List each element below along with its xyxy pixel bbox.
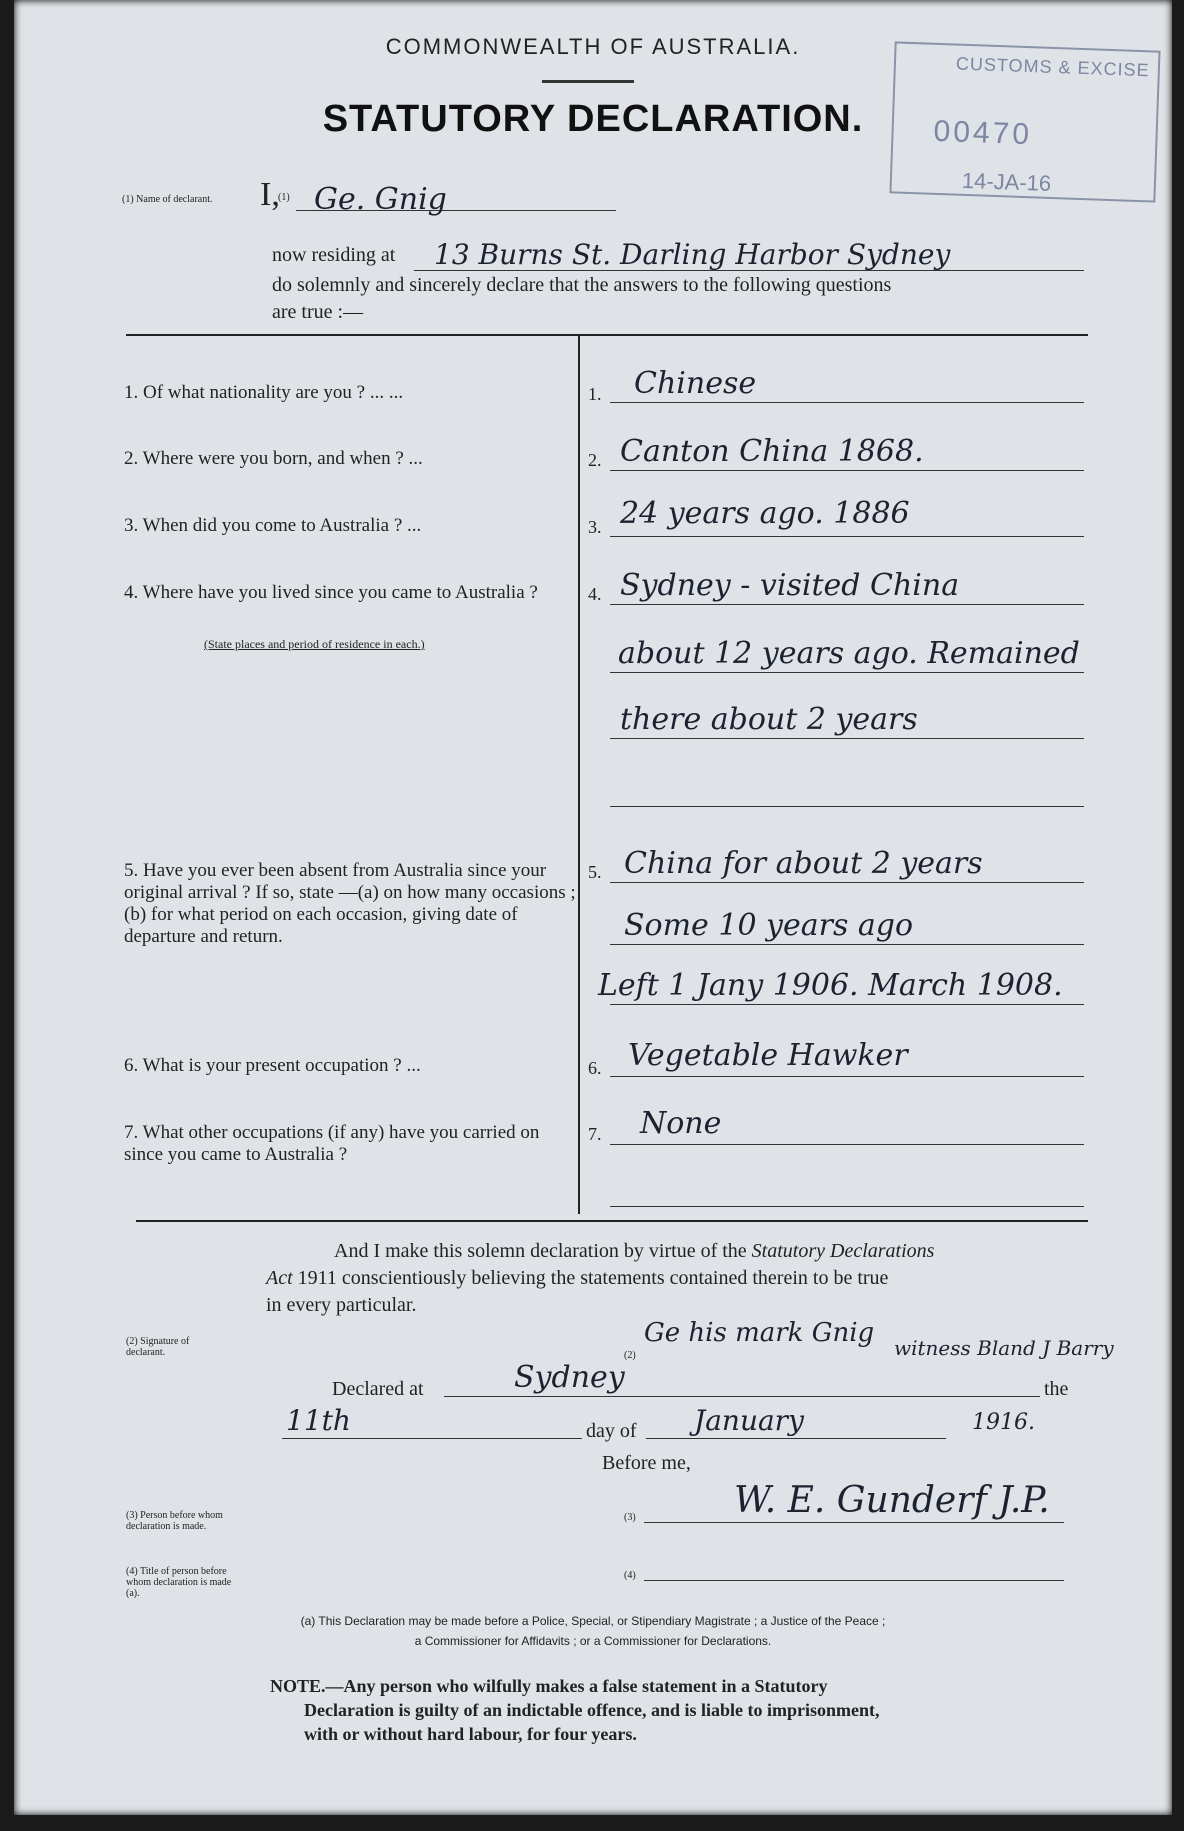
name-note: (1) Name of declarant. [122, 194, 213, 205]
question-6: 6. What is your present occupation ? ... [124, 1055, 421, 1076]
justice-signature: W. E. Gunderf J.P. [734, 1480, 1050, 1521]
question-7: 7. What other occupations (if any) have you carried on since you came to Australia ? [124, 1122, 540, 1165]
day-of-label: day of [586, 1420, 637, 1442]
heading-rule [542, 80, 634, 83]
answer-5-line-3: Left 1 Jany 1906. March 1908. [598, 968, 1063, 1003]
footnote-line-1: (a) This Declaration may be made before a Police, Special, or Stipendiary Magistrate ; a Justice of the Peace ; [300, 1614, 886, 1628]
title-note: (4) Title of person before whom declaration is made (a). [126, 1566, 232, 1599]
stamp-number: 00470 [933, 114, 1033, 152]
answer-4-line-3: there about 2 years [620, 702, 918, 737]
column-divider [578, 334, 580, 1214]
answer-5-line-1: China for about 2 years [624, 846, 983, 881]
answer-4-line-1: Sydney - visited China [620, 568, 960, 603]
footnote-line-2: a Commissioner for Affidavits ; or a Commissioner for Declarations. [414, 1634, 772, 1648]
ref-mark: (1) [278, 192, 290, 203]
answer-7: None [640, 1106, 722, 1141]
question-2: 2. Where were you born, and when ? ... [124, 448, 423, 469]
intro-line-1: do solemnly and sincerely declare that the answers to the following questions [272, 274, 892, 296]
the-label: the [1044, 1378, 1069, 1400]
question-4: 4. Where have you lived since you came to Australia ? [124, 582, 538, 603]
answer-6: Vegetable Hawker [628, 1038, 908, 1073]
declaration-form: COMMONWEALTH OF AUSTRALIA. STATUTORY DECLARATION. CUSTOMS & EXCISE 00470 14-JA-16 (1) Name of declarant. I, (1) Ge. Gnig now residing at 13 Burns St. Darling Harbor Sydney do solemnly and sincerely declare that the answers to the following questions are true :— 1. Of what nationality are you ? ... ... 1. Chinese 2. Where were you born, and when ? ... 2. Canton China 1868. 3. When did you come to Australia ? ... 3. 24 years ago. 1886 4. Where have you lived since you came to Australia ? (State places and period of residence in each.) 4. Sydney - visited China about 12 years ago. Remained there about 2 years 5. Have you ever been absent from Australia since your original arrival ? If so, state —(a) on how many occasions ; (b) for what period on each occasion, giving date of departure and return. 5. China for about 2 years Some 10 years ago Left 1 Jany 1906. March 1908. 6. What is your present occupation ? ... 6. Vegetable Hawker 7. What other occupations (if any) have you carried on since you came to Australia ? 7. None And I make this solemn declaration by virtue of the Statutory Declarations Act 1911 conscientiously believing the statements contained therein to be true in every particular. (2) Signature of declarant. (2) Ge his mark Gnig witness Bland J Barry Declared at Sydney the 11th day of January 1916. Before me, (3) Person before whom declaration is made. (3) W. E. Gunderf J.P. (4) Title of person before whom declaration is made (a). (4) (a) This Declaration may be made before a Police, Special, or Stipendiary Magistrate ; a Justice of the Peace ; a Commissioner for Affidavits ; or a Commissioner for Declarations. NOTE.—Any person who wilfully makes a false statement in a Statutory Declaration is guilty of an indictable offence, and is liable to imprisonment, with or without hard labour, for four years. [14, 0, 1172, 1815]
declared-place: Sydney [514, 1360, 625, 1395]
table-bottom-rule [136, 1220, 1088, 1222]
note-line-3: with or without hard labour, for four years. [304, 1724, 637, 1744]
month: January [694, 1404, 804, 1437]
signature-note: (2) Signature of declarant. [126, 1336, 190, 1358]
question-4-hint: (State places and period of residence in each.) [204, 637, 425, 651]
stamp-date: 14-JA-16 [961, 167, 1052, 196]
declared-at-label: Declared at [332, 1378, 424, 1400]
declaration-line-2: Act 1911 conscientiously believing the statements contained therein to be true [266, 1267, 889, 1289]
address: 13 Burns St. Darling Harbor Sydney [434, 238, 951, 271]
day-value: 11th [286, 1404, 351, 1437]
declaration-line-1: And I make this solemn declaration by virtue of the Statutory Declarations [334, 1240, 935, 1262]
answer-4-line-2: about 12 years ago. Remained [618, 636, 1080, 671]
note-line-2: Declaration is guilty of an indictable offence, and is liable to imprisonment, [304, 1700, 880, 1720]
question-1: 1. Of what nationality are you ? ... ... [124, 382, 404, 403]
intro-line-2: are true :— [272, 301, 364, 323]
before-me-label: Before me, [602, 1452, 691, 1474]
question-3: 3. When did you come to Australia ? ... [124, 515, 422, 536]
stamp-text: CUSTOMS & EXCISE [955, 53, 1150, 81]
answer-1: Chinese [634, 366, 757, 401]
table-top-rule [126, 334, 1088, 336]
declarant-name: Ge. Gnig [314, 182, 447, 217]
year: 1916. [972, 1410, 1035, 1435]
question-5: 5. Have you ever been absent from Australia since your original arrival ? If so, state —(a) on how many occasions ; (b) for what period on each occasion, giving date of departure and return. [124, 860, 576, 947]
answer-3: 24 years ago. 1886 [620, 496, 910, 531]
form-title: STATUTORY DECLARATION. [322, 98, 864, 140]
answer-2: Canton China 1868. [620, 434, 924, 469]
note-line-1: NOTE.—Any person who wilfully makes a false statement in a Statutory [270, 1676, 828, 1696]
country-heading: COMMONWEALTH OF AUSTRALIA. [385, 34, 801, 59]
declarant-signature: Ge his mark Gnig [644, 1318, 875, 1348]
person-note: (3) Person before whom declaration is made. [126, 1510, 223, 1532]
customs-stamp [889, 41, 1160, 202]
i-label: I, [260, 176, 280, 213]
witness-note: witness Bland J Barry [894, 1336, 1114, 1360]
residing-label: now residing at [272, 244, 396, 266]
declaration-line-3: in every particular. [266, 1294, 417, 1316]
answer-5-line-2: Some 10 years ago [624, 908, 914, 943]
